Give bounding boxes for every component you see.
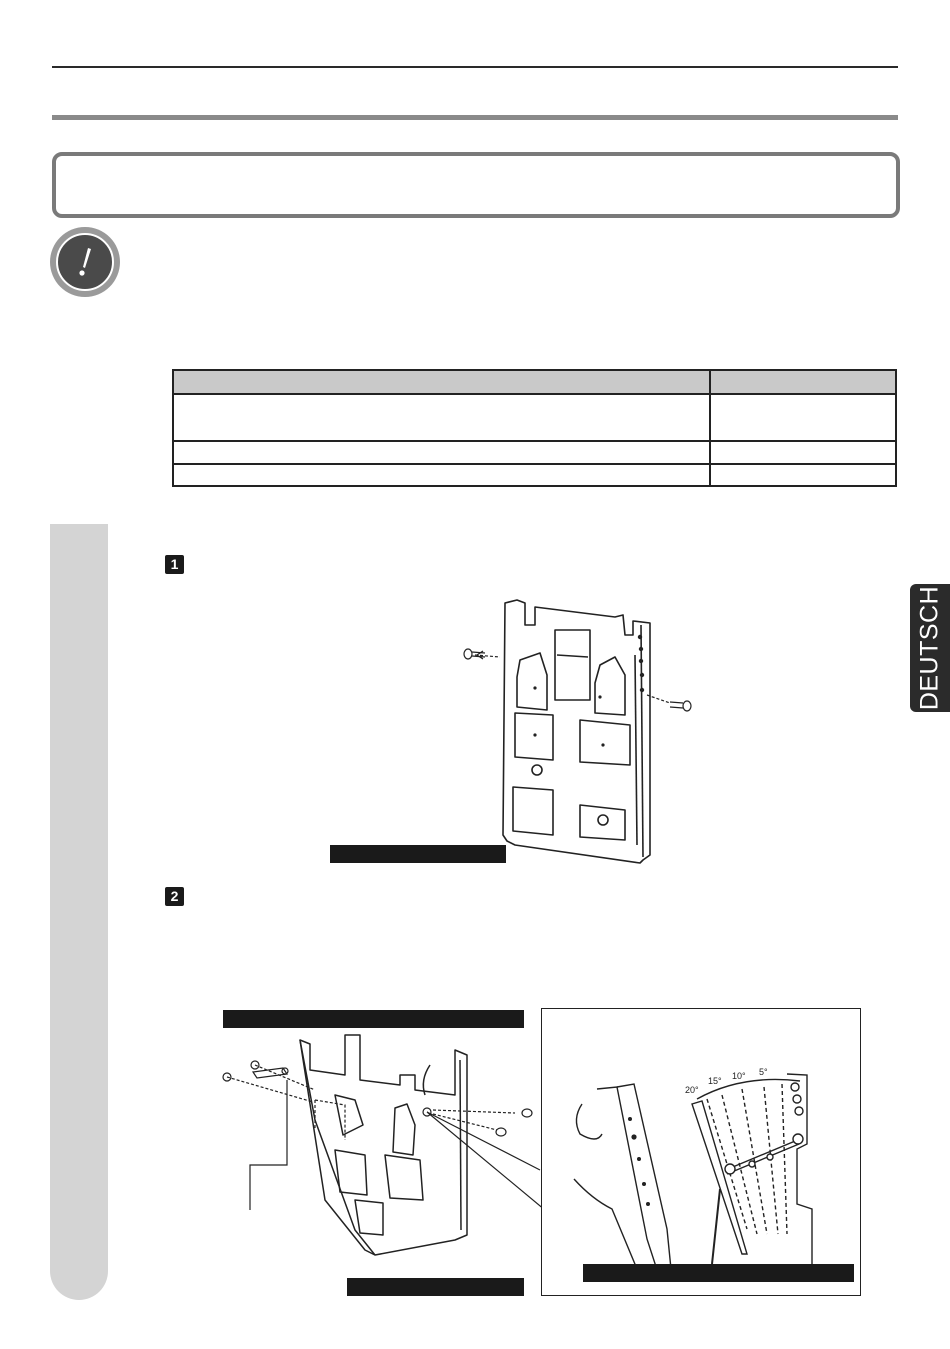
bracket-figure-1: [455, 595, 705, 865]
parts-table: [172, 369, 897, 487]
table-row: [173, 464, 896, 486]
table-row: [173, 394, 896, 441]
table-cell: [710, 464, 896, 486]
language-tab-label: DEUTSCH: [915, 585, 944, 711]
table-header-cell: [710, 370, 896, 394]
section-rule: [52, 115, 898, 120]
step-badge-2: 2: [165, 887, 184, 906]
tilt-detail-frame: [541, 1008, 861, 1296]
language-tab[interactable]: [910, 584, 950, 712]
figure-1-label-bar: [330, 845, 506, 863]
table-header-row: [173, 370, 896, 394]
table-row: [173, 441, 896, 463]
figure-2-label-bar-bottom: [347, 1278, 524, 1296]
table-cell: [710, 394, 896, 441]
tilt-angle-label-20: 20°: [685, 1085, 699, 1095]
section-sidebar: [50, 524, 108, 1300]
header-rule: [52, 66, 898, 68]
table-header-cell: [173, 370, 710, 394]
bracket-figure-2: [215, 1030, 545, 1270]
tilt-angle-label-5: 5°: [759, 1067, 768, 1077]
table-cell: [173, 441, 710, 463]
table-cell: [173, 394, 710, 441]
tilt-angle-label-15: 15°: [708, 1076, 722, 1086]
figure-2-label-bar: [223, 1010, 524, 1028]
table-cell: [710, 441, 896, 463]
detail-label-bar: [583, 1264, 854, 1282]
title-box: [52, 152, 900, 218]
tilt-angle-label-10: 10°: [732, 1071, 746, 1081]
step-badge-1: 1: [165, 555, 184, 574]
exclamation-note-icon: [50, 227, 120, 297]
tilt-detail-figure: [542, 1009, 860, 1295]
table-cell: [173, 464, 710, 486]
